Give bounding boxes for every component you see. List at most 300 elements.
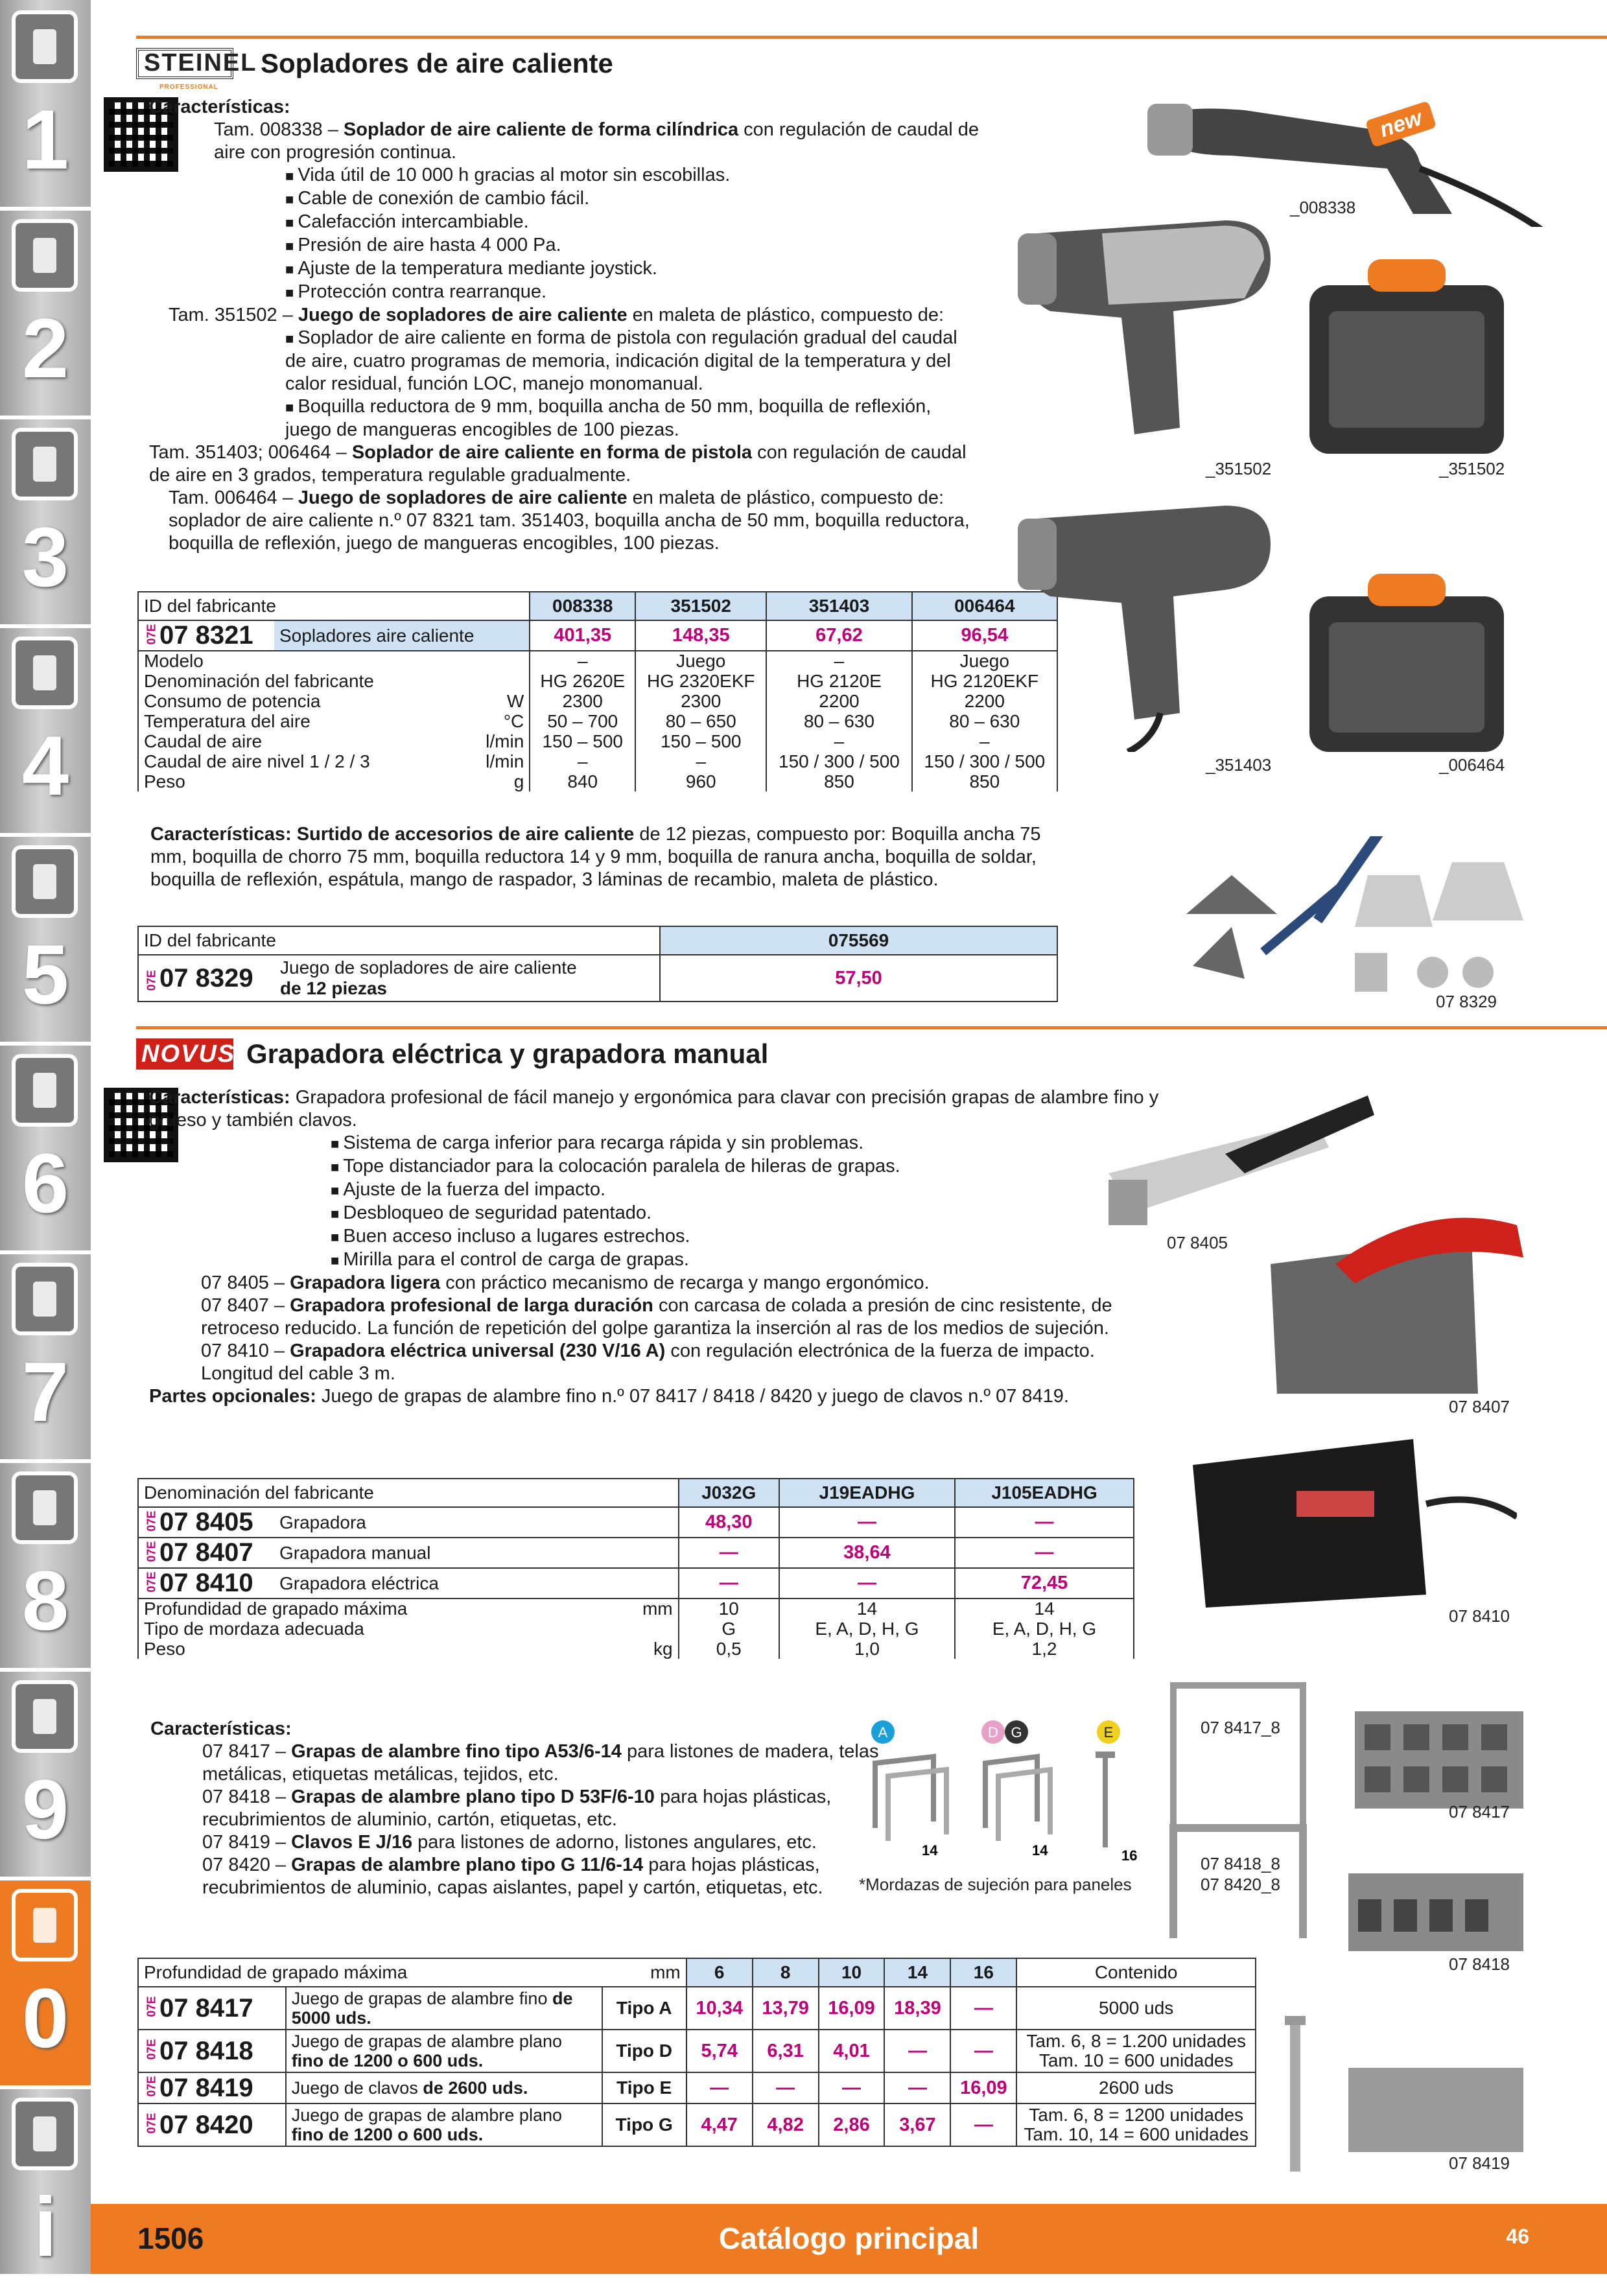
order-row: [138, 1538, 1134, 1568]
order-number[interactable]: 07 8418: [159, 2036, 253, 2065]
spec-value: –: [530, 651, 635, 671]
item-title: Grapas de alambre fino tipo A53/6-14: [291, 1741, 622, 1762]
chapter-number: 2: [21, 301, 69, 395]
order-number[interactable]: 07 8419: [159, 2073, 253, 2102]
content-value: Tam. 6, 8 = 1200 unidades: [1029, 2105, 1244, 2125]
feature-item: [169, 487, 979, 555]
spec-label: Caudal de aire nivel 1 / 2 / 3: [138, 751, 448, 771]
features-label: Características:: [150, 824, 292, 845]
order-row: [138, 2030, 1256, 2072]
chapter-sidebar: [0, 0, 91, 2274]
chapter-number: 0: [21, 1971, 69, 2065]
column-header: 14: [884, 1958, 950, 1987]
order-cell: [138, 2072, 286, 2103]
tab-divider: [0, 1459, 91, 1463]
diagram-letter-g: G: [1011, 1724, 1022, 1740]
order-prefix: 07E: [145, 1996, 158, 2017]
spec-value: 10: [679, 1599, 779, 1619]
content-value: 2600 uds: [1099, 2078, 1174, 2098]
tab-divider: [0, 833, 91, 837]
spec-label: Denominación del fabricante: [138, 671, 448, 691]
table-header-label: ID del fabricante: [138, 926, 660, 955]
product-name: Sopladores aire caliente: [274, 620, 530, 651]
spec-label: Peso: [138, 771, 448, 791]
order-prefix: 07E: [145, 624, 158, 645]
feature-item: [149, 1272, 1160, 1294]
product-name: Grapadora eléctrica: [274, 1568, 679, 1599]
image-label: _006464: [1439, 755, 1505, 775]
spec-value: 150 / 300 / 500: [912, 751, 1057, 771]
spec-unit: mm: [585, 1599, 678, 1619]
item-ref: Tam. 006464 –: [169, 487, 293, 508]
product-name: Juego de grapas de alambre fino: [291, 1989, 548, 2008]
image-label: _351403: [1206, 755, 1272, 775]
price: —: [884, 2072, 950, 2103]
price: —: [686, 2072, 753, 2103]
order-prefix: 07E: [145, 2039, 158, 2060]
chapter-tab-6[interactable]: [0, 1044, 91, 1252]
order-prefix: 07E: [145, 1510, 158, 1532]
spec-value: HG 2120EKF: [912, 671, 1057, 691]
section-title: Sopladores de aire caliente: [261, 48, 613, 78]
product-name-cell: [286, 2030, 602, 2072]
price: 38,64: [779, 1538, 955, 1568]
drill-bit-icon: [12, 10, 78, 83]
product-name-cell: [286, 2103, 602, 2146]
order-number[interactable]: 07 8329: [159, 963, 253, 992]
chapter-tab-2[interactable]: [0, 209, 91, 417]
order-prefix: 07E: [145, 969, 158, 990]
item-title: Grapadora profesional de larga duración: [290, 1295, 653, 1316]
chapter-tab-7[interactable]: [0, 1252, 91, 1461]
column-header: 006464: [912, 592, 1057, 620]
spec-label: Caudal de aire: [138, 731, 448, 751]
content-cell: [1016, 2103, 1256, 2146]
chapter-tab-1[interactable]: [0, 0, 91, 209]
spec-value: –: [766, 731, 911, 751]
item-title: Surtido de accesorios de aire caliente: [296, 824, 635, 845]
chapter-tab-8[interactable]: [0, 1461, 91, 1670]
item-ref: 07 8417 –: [202, 1741, 287, 1762]
chapter-number: 3: [21, 510, 69, 604]
spec-value: HG 2620E: [530, 671, 635, 691]
tab-divider: [0, 1250, 91, 1254]
heat-gun-pistol-image-2: [1011, 493, 1284, 752]
order-cell: [138, 2103, 286, 2146]
spec-value: 14: [955, 1599, 1134, 1619]
spec-value: 850: [766, 771, 911, 791]
image-label: 07 8329: [1436, 992, 1497, 1011]
spec-unit: l/min: [448, 731, 530, 751]
spec-unit: [448, 651, 530, 671]
price: —: [955, 1507, 1134, 1538]
item-ref: 07 8420 –: [202, 1855, 287, 1875]
spec-row: [138, 1639, 1134, 1659]
price: 4,01: [819, 2030, 885, 2072]
order-prefix: 07E: [145, 2113, 158, 2134]
spec-value: 0,5: [679, 1639, 779, 1659]
staple-type: Tipo G: [602, 2103, 686, 2146]
spec-label: Peso: [138, 1639, 585, 1659]
order-number[interactable]: 07 8410: [159, 1569, 253, 1597]
optional-label: Partes opcionales:: [149, 1386, 316, 1407]
steinel-logo: STEINEL PROFESSIONAL: [136, 48, 233, 79]
spec-value: –: [635, 751, 766, 771]
item-ref: 07 8407 –: [201, 1295, 285, 1316]
tab-divider: [0, 1668, 91, 1672]
angle-grinder-icon: [12, 219, 78, 292]
item-ref: 07 8405 –: [201, 1272, 285, 1293]
pliers-icon: [12, 1263, 78, 1335]
spec-value: –: [912, 731, 1057, 751]
chapter-tab-4[interactable]: [0, 626, 91, 835]
flat-staple-box-image: [1342, 1867, 1530, 1958]
saw-blade-icon: [12, 845, 78, 918]
price: —: [779, 1568, 955, 1599]
bullet-point: ■ Protección contra rearranque.: [149, 281, 979, 304]
spec-row: [138, 671, 1057, 691]
carry-case-image-2: [1303, 570, 1510, 758]
order-number[interactable]: 07 8417: [159, 1993, 253, 2022]
content-cell: [1016, 2030, 1256, 2072]
price: 18,39: [884, 1987, 950, 2030]
chapter-tab-i[interactable]: [0, 2087, 91, 2296]
item-description: de 12 piezas, compuesto por: Boquilla ancha 75 mm, boquilla de chorro 75 mm, boquilla reductora 14 y 9 mm, boquilla de ranura ancha, boquilla de soldar, boquilla de reflexión, espátula, mango de raspador, 3 láminas de recambio, maleta de plástico.: [150, 824, 1041, 890]
bullet-point: ■ Tope distanciador para la colocación paralela de hileras de grapas.: [149, 1155, 1160, 1178]
spec-value: 1,0: [779, 1639, 955, 1659]
item-description: con regulación de caudal de aire con progresión continua.: [214, 119, 979, 163]
item-description: para hojas plásticas, recubrimientos de aluminio, capas aislantes, papel y cartón, etiquetas, etc.: [202, 1855, 823, 1898]
features-label: Características:: [149, 97, 290, 117]
price: —: [950, 2030, 1016, 2072]
spec-row: [138, 691, 1057, 711]
hose-clamp-icon: [12, 428, 78, 500]
item-title: Grapadora eléctrica universal (230 V/16 A): [290, 1341, 666, 1361]
image-label: 07 8407: [1449, 1397, 1510, 1416]
spec-value: 150 – 500: [530, 731, 635, 751]
item-title: Grapas de alambre plano tipo G 11/6-14: [291, 1855, 644, 1875]
item-description: con regulación electrónica de la fuerza de impacto. Longitud del cable 3 m.: [201, 1341, 1095, 1384]
price: —: [955, 1538, 1134, 1568]
bullet-point: ■ Sistema de carga inferior para recarga rápida y sin problemas.: [149, 1132, 1160, 1155]
product-name-bold: de 12 piezas: [280, 978, 387, 998]
spec-row: [138, 731, 1057, 751]
product-name: Juego de grapas de alambre plano: [291, 2105, 562, 2125]
image-label: 07 8410: [1449, 1606, 1510, 1626]
chapter-number: 6: [21, 1136, 69, 1230]
chapter-tab-9[interactable]: [0, 1670, 91, 1879]
price: 57,50: [660, 955, 1057, 1002]
staple-type: Tipo E: [602, 2072, 686, 2103]
column-header: J105EADHG: [955, 1479, 1134, 1507]
column-header: 10: [819, 1958, 885, 1987]
order-cell: [138, 1507, 274, 1538]
stapler-features: [149, 1086, 1160, 1408]
order-prefix: 07E: [145, 2076, 158, 2097]
sheet-number: 46: [1506, 2225, 1529, 2248]
order-row: [138, 1987, 1256, 2030]
feature-item: [150, 1831, 902, 1854]
feature-item: [149, 1340, 1160, 1385]
feature-item: [150, 1786, 902, 1831]
spec-label: Tipo de mordaza adecuada: [138, 1619, 585, 1639]
info-icon: [12, 2098, 78, 2170]
price: 13,79: [753, 1987, 819, 2030]
spec-unit: g: [448, 771, 530, 791]
item-title: Soplador de aire caliente de forma cilíndrica: [343, 119, 739, 140]
order-row: [138, 1507, 1134, 1538]
section-header-staplers: [136, 1026, 1607, 1074]
spec-label: Temperatura del aire: [138, 711, 448, 731]
item-title: Juego de sopladores de aire caliente: [298, 487, 628, 508]
tool-cabinet-icon: [12, 1680, 78, 1753]
product-name: Juego de clavos: [291, 2078, 418, 2098]
feature-item: [150, 1854, 902, 1899]
page-footer: [91, 2204, 1607, 2274]
product-name: Juego de grapas de alambre plano: [291, 2032, 562, 2051]
image-label: _008338: [1290, 198, 1356, 217]
toolbox-icon: [12, 1471, 78, 1544]
feature-item: [149, 441, 979, 487]
image-label: 07 8419: [1449, 2153, 1510, 2173]
price: —: [779, 1507, 955, 1538]
price: 16,09: [950, 2072, 1016, 2103]
order-number[interactable]: 07 8405: [159, 1508, 253, 1536]
order-number[interactable]: 07 8407: [159, 1538, 253, 1567]
product-name-cell: [286, 1987, 602, 2030]
bullet-point: ■ Ajuste de la fuerza del impacto.: [149, 1178, 1160, 1202]
price: 3,67: [884, 2103, 950, 2146]
chapter-tab-5[interactable]: [0, 835, 91, 1044]
spec-unit: [585, 1619, 678, 1639]
order-number[interactable]: 07 8321: [159, 621, 253, 650]
order-cell: [138, 1987, 286, 2030]
chapter-number: 7: [21, 1344, 69, 1439]
price: 2,86: [819, 2103, 885, 2146]
product-name-bold: de 2600 uds.: [423, 2078, 528, 2098]
spec-value: 80 – 630: [766, 711, 911, 731]
carry-case-image: [1303, 253, 1510, 460]
stapler-table: [137, 1478, 1134, 1659]
item-description: con práctico mecanismo de recarga y mango ergonómico.: [440, 1272, 930, 1293]
spec-value: 150 / 300 / 500: [766, 751, 911, 771]
price: —: [753, 2072, 819, 2103]
price: —: [884, 2030, 950, 2072]
novus-logo: NOVUS: [136, 1038, 233, 1070]
bullet-point: ■ Cable de conexión de cambio fácil.: [149, 187, 979, 211]
order-cell: [138, 620, 274, 651]
column-header: 351502: [635, 592, 766, 620]
order-prefix: 07E: [145, 1541, 158, 1562]
price: —: [950, 2103, 1016, 2146]
chapter-tab-3[interactable]: [0, 417, 91, 626]
section-title: Grapadora eléctrica y grapadora manual: [246, 1038, 769, 1069]
item-description: para listones de madera, telas metálicas, etiquetas metálicas, tejidos, etc.: [202, 1741, 879, 1785]
spec-value: –: [530, 751, 635, 771]
tab-divider: [0, 624, 91, 628]
accessory-kit-image: [1173, 836, 1536, 998]
price: 5,74: [686, 2030, 753, 2072]
diagram-letter-a: A: [878, 1724, 888, 1740]
chapter-tab-0[interactable]: [0, 1879, 91, 2087]
spec-value: –: [766, 651, 911, 671]
spec-value: 840: [530, 771, 635, 791]
price: 16,09: [819, 1987, 885, 2030]
accessory-features: [150, 823, 1058, 891]
bullet-point: ■ Boquilla reductora de 9 mm, boquilla ancha de 50 mm, boquilla de reflexión, juego de mangueras encogibles de 100 piezas.: [149, 395, 979, 441]
image-label: 07 8405: [1167, 1233, 1228, 1252]
spec-value: HG 2320EKF: [635, 671, 766, 691]
spec-value: G: [679, 1619, 779, 1639]
feature-item: [149, 1294, 1160, 1340]
tab-divider: [0, 207, 91, 211]
item-ref: Tam. 351403; 006464 –: [149, 442, 347, 463]
column-header: 16: [950, 1958, 1016, 1987]
price: 4,47: [686, 2103, 753, 2146]
order-cell: [138, 1568, 274, 1599]
diagram-note: *Mordazas de sujeción para paneles: [859, 1875, 1132, 1894]
product-name-cell: [286, 2072, 602, 2103]
spec-value: E, A, D, H, G: [779, 1619, 955, 1639]
item-description: para listones de adorno, listones angulares, etc.: [412, 1832, 817, 1853]
product-name: Grapadora: [274, 1507, 679, 1538]
bullet-point: ■ Mirilla para el control de carga de grapas.: [149, 1248, 1160, 1272]
spec-value: 150 – 500: [635, 731, 766, 751]
item-ref: Tam. 008338 –: [214, 119, 338, 140]
item-description: con regulación de caudal de aire en 3 grados, temperatura regulable gradualmente.: [149, 442, 967, 486]
product-name-bold: de 5000 uds.: [291, 1989, 573, 2028]
bullet-point: ■ Vida útil de 10 000 h gracias al motor sin escobillas.: [149, 164, 979, 187]
spec-unit: kg: [585, 1639, 678, 1659]
staple-box-image: [1348, 1698, 1530, 1815]
item-ref: 07 8419 –: [202, 1832, 287, 1853]
price: 4,82: [753, 2103, 819, 2146]
price: 148,35: [635, 620, 766, 651]
features-label: Características:: [150, 1718, 292, 1739]
item-description: para hojas plásticas, recubrimientos de aluminio, cartón, etiquetas, etc.: [202, 1786, 832, 1830]
chapter-number: i: [33, 2179, 58, 2274]
staple-type: Tipo D: [602, 2030, 686, 2072]
item-title: Grapas de alambre plano tipo D 53F/6-10: [291, 1786, 655, 1807]
spec-unit: W: [448, 691, 530, 711]
chapter-number: 9: [21, 1762, 69, 1857]
spec-row: [138, 1619, 1134, 1639]
manual-stapler-image: [1258, 1199, 1530, 1413]
price: 6,31: [753, 2030, 819, 2072]
tab-divider: [0, 1877, 91, 1880]
price: —: [679, 1568, 779, 1599]
spec-value: 2200: [766, 691, 911, 711]
spec-unit: °C: [448, 711, 530, 731]
item-title: Clavos E J/16: [291, 1832, 413, 1853]
spec-row: [138, 651, 1057, 671]
dimension-label: 16: [1121, 1847, 1138, 1864]
nail-image: [1277, 2009, 1316, 2178]
price: 72,45: [955, 1568, 1134, 1599]
product-name: Grapadora manual: [274, 1538, 679, 1568]
spec-row: [138, 771, 1057, 791]
staples-features: [150, 1718, 902, 1899]
accessory-table: [137, 926, 1058, 1002]
intro-text: Grapadora profesional de fácil manejo y ergonómica para clavar con precisión grapas de alambre fino y grueso y también clavos.: [149, 1087, 1159, 1130]
column-header: 8: [753, 1958, 819, 1987]
staple-type: Tipo A: [602, 1987, 686, 2030]
features-label: Características:: [149, 1087, 290, 1108]
spec-value: 80 – 650: [635, 711, 766, 731]
spec-label: Consumo de potencia: [138, 691, 448, 711]
spec-row: [138, 711, 1057, 731]
spec-value: HG 2120E: [766, 671, 911, 691]
price: —: [679, 1538, 779, 1568]
order-row: [138, 1568, 1134, 1599]
item-title: Grapadora ligera: [290, 1272, 441, 1293]
item-description: con carcasa de colada a presión de cinc resistente, de retroceso reducido. La función de repetición del golpe garantiza la inserción al ras de los medios de sujeción.: [201, 1295, 1112, 1339]
column-header: 008338: [530, 592, 635, 620]
chapter-number: 1: [21, 92, 69, 187]
column-header: Contenido: [1016, 1958, 1256, 1987]
image-label: 07 8418_8: [1201, 1854, 1280, 1873]
bullet-point: ■ Presión de aire hasta 4 000 Pa.: [149, 234, 979, 257]
new-badge: new: [1365, 100, 1437, 147]
tab-divider: [0, 1042, 91, 1046]
electric-stapler-image: [1180, 1426, 1517, 1621]
price: —: [950, 1987, 1016, 2030]
spec-value: E, A, D, H, G: [955, 1619, 1134, 1639]
order-row: [138, 955, 660, 1002]
image-label: 07 8418: [1449, 1954, 1510, 1974]
nail-box-image: [1342, 2055, 1530, 2159]
price: 48,30: [679, 1507, 779, 1538]
spec-value: 14: [779, 1599, 955, 1619]
item-title: Soplador de aire caliente en forma de pistola: [351, 442, 753, 463]
content-value: Tam. 10 = 600 unidades: [1038, 2050, 1234, 2070]
spec-value: Juego: [912, 651, 1057, 671]
table-header-label: Denominación del fabricante: [138, 1479, 679, 1507]
diagram-letter-d: D: [988, 1724, 998, 1740]
content-cell: [1016, 2072, 1256, 2103]
safety-glasses-icon: [12, 1889, 78, 1962]
table-header-label: Profundidad de grapado máxima: [138, 1958, 602, 1987]
order-number[interactable]: 07 8420: [159, 2110, 253, 2139]
chapter-number: 8: [21, 1553, 69, 1648]
product-name: Juego de sopladores de aire caliente: [280, 957, 577, 978]
catalog-title: Catálogo principal: [718, 2221, 979, 2255]
bullet-point: ■ Ajuste de la temperatura mediante joystick.: [149, 257, 979, 281]
column-header: J032G: [679, 1479, 779, 1507]
wrench-icon: [12, 1054, 78, 1127]
content-value: Tam. 6, 8 = 1.200 unidades: [1026, 2031, 1246, 2051]
image-label: 07 8417: [1449, 1802, 1510, 1822]
staple-types-diagram: [862, 1711, 1147, 1867]
spec-label: Modelo: [138, 651, 448, 671]
column-header: 351403: [766, 592, 911, 620]
dimension-label: 14: [1032, 1842, 1048, 1858]
feature-item: [150, 1740, 902, 1786]
staples-table: [137, 1958, 1256, 2147]
bullet-point: ■ Desbloqueo de seguridad patentado.: [149, 1202, 1160, 1225]
item-ref: 07 8410 –: [201, 1341, 285, 1361]
image-label: _351502: [1439, 459, 1505, 478]
image-label: 07 8420_8: [1201, 1875, 1280, 1894]
product-name-bold: fino de 1200 o 600 uds.: [291, 2125, 484, 2144]
order-row: [138, 2103, 1256, 2146]
spec-value: 960: [635, 771, 766, 791]
page-number: 1506: [137, 2221, 204, 2255]
heat-gun-pistol-image: [1011, 207, 1284, 454]
price: 401,35: [530, 620, 635, 651]
price: 67,62: [766, 620, 911, 651]
spec-value: 850: [912, 771, 1057, 791]
